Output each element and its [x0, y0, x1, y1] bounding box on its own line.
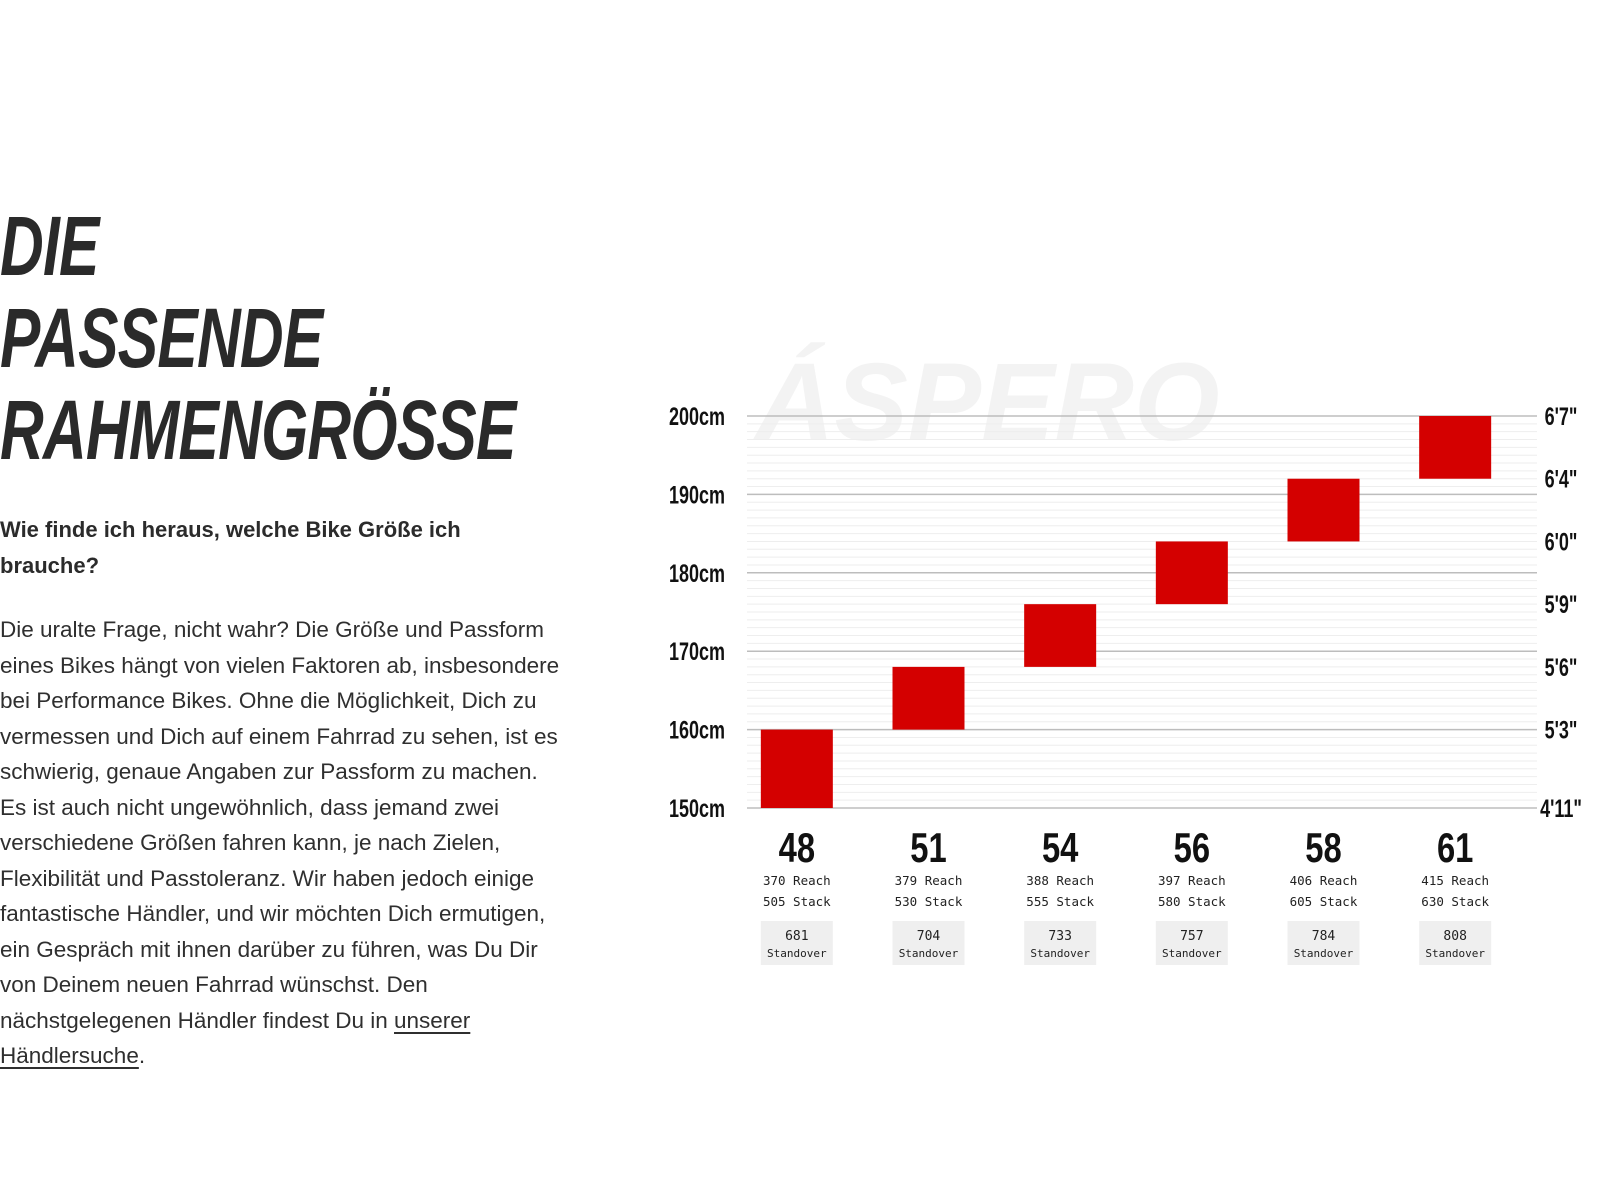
- body-paragraph: Die uralte Frage, nicht wahr? Die Größe und Passform eines Bikes hängt von vielen Faktoren ab, insbesondere bei Performance Bikes. Ohne die Möglichkeit, Dich zu vermessen und Dich auf einem Fahrrad zu sehen, ist es schwierig, genaue Angaben zur Passform zu machen. Es ist auch nicht ungewöhnlich, dass jemand zwei verschiedene Größen fahren kann, je nach Zielen, Flexibilität und Passtoleranz. Wir haben jedoch einige fantastische Händler, und wir möchten Dich ermutigen, ein Gespräch mit ihnen darüber zu führen, was Du Dir von Deinem neuen Fahrrad wünschst. Den nächstgelegenen Händler findest Du in: [0, 617, 560, 1033]
- size-label-56: 56: [1173, 824, 1211, 871]
- y-left-tick-label: 160cm: [668, 715, 726, 745]
- y-left-tick-label: 180cm: [668, 558, 726, 588]
- y-left-tick-label: 150cm: [668, 794, 726, 823]
- stack-value: 555 Stack: [1026, 894, 1095, 909]
- size-bar-61: [1419, 416, 1491, 479]
- standover-value: 681: [785, 929, 809, 944]
- stack-value: 505 Stack: [762, 894, 831, 909]
- y-right-tick-label: 6'7": [1544, 402, 1578, 431]
- standover-value: 704: [916, 929, 941, 944]
- body-suffix: .: [138, 1043, 146, 1068]
- standover-value: 757: [1180, 929, 1204, 944]
- size-label-51: 51: [910, 824, 947, 871]
- reach-value: 388 Reach: [1026, 873, 1095, 888]
- size-bar-56: [1156, 541, 1228, 604]
- y-right-tick-label: 6'4": [1544, 464, 1578, 494]
- stack-value: 630 Stack: [1421, 894, 1490, 909]
- y-right-tick-label: 5'3": [1544, 715, 1578, 745]
- size-bar-58: [1288, 479, 1360, 542]
- standover-label: Standover: [1030, 947, 1090, 960]
- y-left-tick-label: 170cm: [668, 637, 726, 666]
- size-label-58: 58: [1305, 824, 1342, 871]
- standover-label: Standover: [767, 947, 827, 960]
- standover-label: Standover: [1162, 947, 1222, 960]
- chart-watermark: ÁSPERO: [755, 341, 1220, 464]
- stack-value: 605 Stack: [1289, 894, 1358, 909]
- size-label-61: 61: [1436, 824, 1474, 871]
- reach-value: 370 Reach: [762, 873, 831, 888]
- size-label-48: 48: [778, 824, 816, 871]
- y-right-tick-label: 4'11": [1540, 794, 1582, 823]
- reach-value: 397 Reach: [1157, 873, 1226, 888]
- page-title-line-1: DIE PASSENDE: [0, 199, 323, 385]
- standover-value: 733: [1048, 929, 1072, 944]
- standover-value: 808: [1443, 929, 1467, 944]
- size-bar-51: [893, 667, 965, 730]
- y-left-tick-label: 190cm: [668, 480, 726, 510]
- reach-value: 406 Reach: [1289, 873, 1358, 888]
- size-bar-48: [761, 730, 833, 808]
- y-right-tick-label: 5'9": [1544, 590, 1578, 619]
- y-right-tick-label: 6'0": [1544, 527, 1578, 557]
- y-left-tick-label: 200cm: [668, 402, 726, 431]
- size-label-54: 54: [1041, 824, 1079, 871]
- reach-value: 379 Reach: [894, 873, 963, 888]
- dealer-search-link[interactable]: unserer Händlersuche: [0, 1007, 471, 1068]
- subheading: Wie finde ich heraus, welche Bike Größe ich brauche?: [0, 517, 461, 578]
- size-bar-54: [1024, 604, 1096, 667]
- standover-label: Standover: [1425, 947, 1485, 960]
- stack-value: 580 Stack: [1157, 894, 1226, 909]
- y-right-tick-label: 5'6": [1544, 652, 1578, 682]
- reach-value: 415 Reach: [1421, 873, 1490, 888]
- standover-label: Standover: [1293, 947, 1354, 960]
- page-title-line-2: RAHMENGRÖSSE: [0, 383, 516, 477]
- standover-value: 784: [1311, 929, 1336, 944]
- standover-label: Standover: [898, 947, 959, 960]
- stack-value: 530 Stack: [894, 894, 963, 909]
